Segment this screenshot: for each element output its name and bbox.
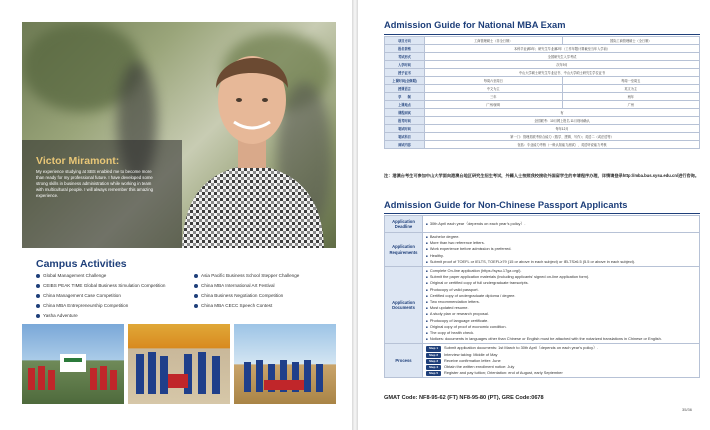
process-cell: Step 1 Submit application documents: 1st March to 30th April（depends on each year’s policy）. Step 2 Interview taking: Middle of May Step 3 Receive confirmation letter: June Step 4 Obtain the written enrollment notice: July Step 5 Register and pay tuition; Orientation: end of August, early September — [423, 344, 700, 378]
table-cell: 广州 — [562, 101, 700, 109]
table-cell: 三年 — [425, 93, 563, 101]
campus-activities-title: Campus Activities — [36, 258, 127, 270]
national-exam-title: Admission Guide for National MBA Exam — [384, 20, 566, 30]
table-row — [385, 53, 700, 61]
activity-item: Yasha Adventure — [36, 313, 78, 318]
requirements-cell: ■ Bachelor degree. ■ More than two reference letters. ■ Work experience before admission is preferred. ■ Healthy. ■ Submit proof of TOEFL or IELTS, TOEFL≥79 (15 or above in each subject) or IELTS≥6.5 (5.5 or above in each subject). — [423, 233, 700, 267]
row-header: 入学时间 — [385, 61, 425, 69]
bullet-icon — [194, 274, 198, 278]
table-cell: 中文为主 — [425, 85, 563, 93]
row-header: 课程面试 — [385, 109, 425, 117]
gmat-code: GMAT Code: NF8-95-62 (FT) NF8-95-80 (PT), GRE Code:0678 — [384, 395, 544, 401]
table-row — [385, 101, 700, 109]
bullet-icon — [36, 304, 40, 308]
bullet-icon — [194, 294, 198, 298]
table-cell: 全国联考：10月网上报名 11月现场确认 — [425, 117, 700, 125]
table-cell: 两年 — [562, 93, 700, 101]
table-row — [385, 77, 700, 85]
row-header: Application Documents — [385, 267, 423, 344]
row-header: Process — [385, 344, 423, 378]
row-header: 报名资格 — [385, 45, 425, 53]
desert-photo — [234, 324, 336, 404]
row-header: 授予证书 — [385, 69, 425, 77]
activity-item: China MBA International Art Festival — [194, 283, 275, 288]
row-header: 面试内容 — [385, 141, 425, 149]
table-row — [385, 233, 700, 267]
activity-item: Asia Pacific Business School Stepper Challenge — [194, 273, 299, 278]
activity-item: CEIBS PEAK TIME Global Business Simulation Competition — [36, 283, 165, 288]
quote-author: Victor Miramont: — [36, 155, 120, 167]
title-rule — [384, 213, 700, 214]
table-row — [385, 117, 700, 125]
activity-photos — [22, 324, 336, 404]
table-cell: 本科毕业满3年；研究生毕业满2年（工作年限计算截至当年入学前） — [425, 45, 700, 53]
row-header: Application Deadline — [385, 216, 423, 233]
activity-item: China Management Case Competition — [36, 293, 121, 298]
table-cell: 国际工商管理硕士（全日制） — [562, 37, 700, 45]
title-rule — [384, 34, 700, 35]
table-cell: 每周六至周日 — [425, 77, 563, 85]
row-header: 上课地点 — [385, 101, 425, 109]
table-row — [385, 344, 700, 378]
national-exam-table — [384, 36, 700, 149]
activity-item: Global Management Challenge — [36, 273, 106, 278]
student-figure — [172, 30, 332, 248]
row-header: 上课时间(全修期) — [385, 77, 425, 85]
row-header: 笔试科目 — [385, 133, 425, 141]
table-row — [385, 69, 700, 77]
bullet-icon — [36, 314, 40, 318]
row-header: 授课语言 — [385, 85, 425, 93]
table-cell: 每周一至周五 — [562, 77, 700, 85]
page-number: 35/36 — [682, 407, 693, 412]
table-row — [385, 61, 700, 69]
row-header: 项目方向 — [385, 37, 425, 45]
table-cell: 英文为主 — [562, 85, 700, 93]
table-row — [385, 133, 700, 141]
table-cell: 有 — [425, 109, 700, 117]
left-page — [0, 0, 352, 430]
table-cell: 第一门：管理类联考综合能力（数学、逻辑、写作）；英语二（或法语等） — [425, 133, 700, 141]
table-cell: 工商管理硕士（非全日制） — [425, 37, 563, 45]
row-header: 考试形式 — [385, 53, 425, 61]
table-row — [385, 141, 700, 149]
student-portrait-photo — [22, 22, 336, 248]
activity-item: China MBA CECC Speech Contest — [194, 303, 272, 308]
bullet-icon — [194, 284, 198, 288]
table-row — [385, 125, 700, 133]
row-header: Application Requirements — [385, 233, 423, 267]
table-cell: 广州/深圳 — [425, 101, 563, 109]
bullet-icon — [36, 274, 40, 278]
table-row — [385, 85, 700, 93]
activity-item: China MBA Entrepreneurship Competition — [36, 303, 128, 308]
deadline-cell: ■ 30th April each year（depends on each year’s policy）. — [423, 216, 700, 233]
table-cell: 每年12月 — [425, 125, 700, 133]
table-row — [385, 216, 700, 233]
foreign-applicants-title: Admission Guide for Non-Chinese Passport Applicants — [384, 200, 628, 210]
table-cell: 全国研究生入学考试 — [425, 53, 700, 61]
row-header: 笔试时间 — [385, 125, 425, 133]
table-row — [385, 37, 700, 45]
row-header: 报考时间 — [385, 117, 425, 125]
team-photo — [22, 324, 124, 404]
row-header: 学 制 — [385, 93, 425, 101]
table-cell: 中山大学硕士研究生毕业证书、中山大学硕士研究生学位证书 — [425, 69, 700, 77]
table-row — [385, 93, 700, 101]
foreign-applicants-table — [384, 215, 700, 378]
bullet-icon — [194, 304, 198, 308]
bullet-icon — [36, 294, 40, 298]
table-row — [385, 267, 700, 344]
competition-photo — [128, 324, 230, 404]
table-cell: 包括：专业能力考核（一般认知能力测试）、英语听说能力考核 — [425, 141, 700, 149]
quote-text: My experience studying at SBS enabled me to become more than ready for my professional future. I have developed some strong skills in business administration while working in team with multicultural people. I will always remember this amazing experience. — [36, 169, 154, 198]
table-row — [385, 109, 700, 117]
bullet-icon — [36, 284, 40, 288]
table-cell: 次年9月 — [425, 61, 700, 69]
national-exam-note: 注：港澳台考生可参加中山大学面向港澳台地区研究生招生考试，外籍人士按照我校接收外国留学生的申请程序办理，详情请登录http://mba.bus.sysu.edu.cn/进行咨询。 — [384, 173, 700, 178]
activity-item: China Business Negotiation Competition — [194, 293, 283, 298]
documents-cell: ■ Complete On-line application (https://sysu.17gz.org/). ■ Submit the paper application materials (including applicants’ signed on-line application form). ■ Original or certified copy of full undergraduate transcripts. ■ Photocopy of valid passport. ■ Certified copy of undergraduate diploma / degree. ■ Two recommendation letters. ■ Most updated resume. ■ A study plan or research proposal. ■ Photocopy of language certificate. ■ Original copy of proof of economic condition. ■ The copy of health check. ■ Notices: documents in languages other than Chinese or English must be attached with the notarized translations in Chinese or English. — [423, 267, 700, 344]
table-row — [385, 45, 700, 53]
